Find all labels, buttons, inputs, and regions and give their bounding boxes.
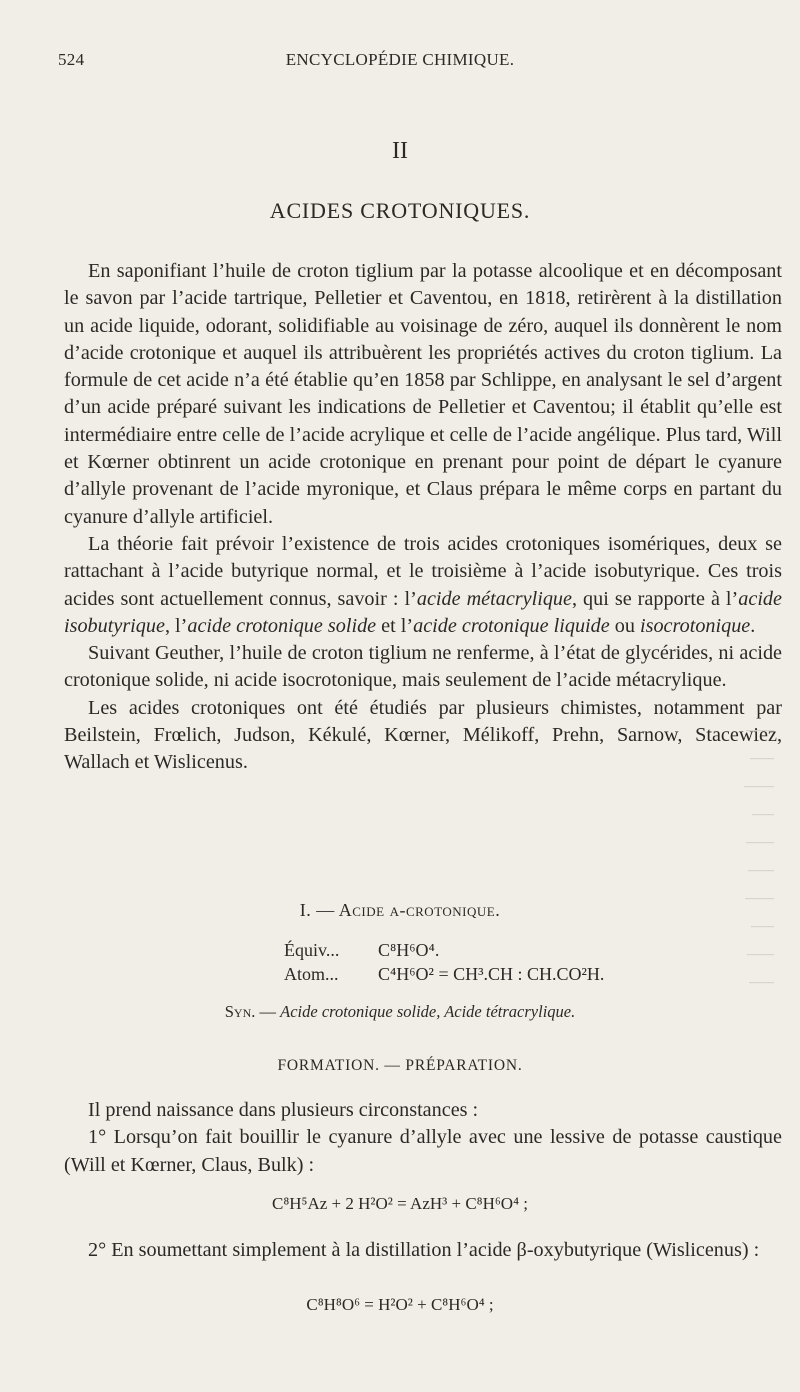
italic-term: acide métacrylique: [416, 587, 572, 610]
equation-1: C⁸H⁵Az + 2 H²O² = AzH³ + C⁸H⁶O⁴ ;: [272, 1194, 528, 1213]
running-title: ENCYCLOPÉDIE CHIMIQUE.: [285, 50, 515, 69]
formula-label: Atom...: [284, 964, 339, 984]
formula-equiv: [284, 938, 604, 962]
italic-term: isocrotonique: [640, 614, 751, 637]
section-number: II: [392, 138, 408, 164]
formula-value: C⁸H⁶O⁴.: [378, 940, 440, 960]
italic-term: acide isobutyrique: [64, 587, 782, 637]
formation-intro: Il prend naissance dans plusieurs circonstances :: [88, 1099, 479, 1121]
formation-item-2: 2° En soumettant simplement à la distillation l’acide β-oxybutyrique (Wislicenus) :: [88, 1239, 760, 1261]
formula-value: C⁴H⁶O² = CH³.CH : CH.CO²H.: [378, 964, 605, 984]
synonyms-line: [0, 1002, 800, 1022]
synonyms-label: Syn.: [224, 1002, 256, 1021]
page-number: 524: [58, 50, 85, 69]
running-header: [58, 50, 742, 78]
formula-block: [284, 938, 604, 986]
section-title: ACIDES CROTONIQUES.: [269, 198, 531, 223]
formation-text: [64, 1097, 782, 1179]
synonyms-text: Acide crotonique solide, Acide tétracrylique.: [280, 1002, 576, 1021]
italic-term: acide crotonique solide: [187, 614, 377, 637]
formula-label: Équiv...: [284, 940, 340, 960]
formation-item-1: 1° Lorsqu’on fait bouillir le cyanure d’allyle avec une lessive de potasse caustique (Will et Kœrner, Claus, Bulk) :: [64, 1126, 782, 1176]
equation-2: C⁸H⁸O⁶ = H²O² + C⁸H⁶O⁴ ;: [306, 1295, 494, 1314]
paragraph-history: En saponifiant l’huile de croton tiglium par la potasse alcoolique et en décomposant le savon par l’acide tartrique, Pelletier et Caventou, en 1818, retirèrent à la distillation un acide liquide, odorant, solidifiable au voisinage de zéro, auquel ils donnèrent le nom d’acide crotonique et auquel ils attribuèrent les propriétés actives du croton tiglium. La formule de cet acide n’a été établie qu’en 1858 par Schlippe, en analysant le sel d’argent d’un acide préparé suivant les indications de Pelletier et Caventou; il établit qu’elle est intermédiaire entre celle de l’acide acrylique et celle de l’acide angélique. Plus tard, Will et Kœrner obtinrent un acide crotonique en prenant pour point de départ le cyanure d’allyle provenant de l’acide myronique, et Claus prépara le même corps en partant du cyanure d’allyle artificiel.: [64, 260, 782, 528]
paragraph-geuther: Suivant Geuther, l’huile de croton tiglium ne renferme, à l’état de glycérides, ni acide crotonique solide, ni acide isocrotonique, mais seulement de l’acide métacrylique.: [64, 642, 782, 692]
formation-text-2: [64, 1237, 782, 1264]
paragraph-isomers: La théorie fait prévoir l’existence de trois acides crotoniques isomériques, deux se rattachant à l’acide butyrique normal, et le troisième à l’acide isobutyrique. Ces trois acides sont actuellement connus, savoir : l’acide métacrylique, qui se rapporte à l’acide isobutyrique, l’acide crotonique solide et l’acide crotonique liquide ou isocrotonique.: [64, 532, 782, 637]
intro-text: [64, 258, 782, 777]
bleed-through-texture: [742, 720, 782, 1020]
synonyms-separator: —: [255, 1002, 281, 1021]
formation-heading: FORMATION. — PRÉPARATION.: [277, 1057, 523, 1074]
formula-atom: [284, 962, 604, 986]
italic-term: acide crotonique liquide: [413, 614, 610, 637]
subsection-title: I. — Acide α-crotonique.: [299, 900, 501, 920]
paragraph-chemists: Les acides crotoniques ont été étudiés par plusieurs chimistes, notamment par Beilstein, Frœlich, Judson, Kékulé, Kœrner, Mélikoff, Prehn, Sarnow, Stacewiez, Wallach et Wislicenus.: [64, 696, 782, 774]
